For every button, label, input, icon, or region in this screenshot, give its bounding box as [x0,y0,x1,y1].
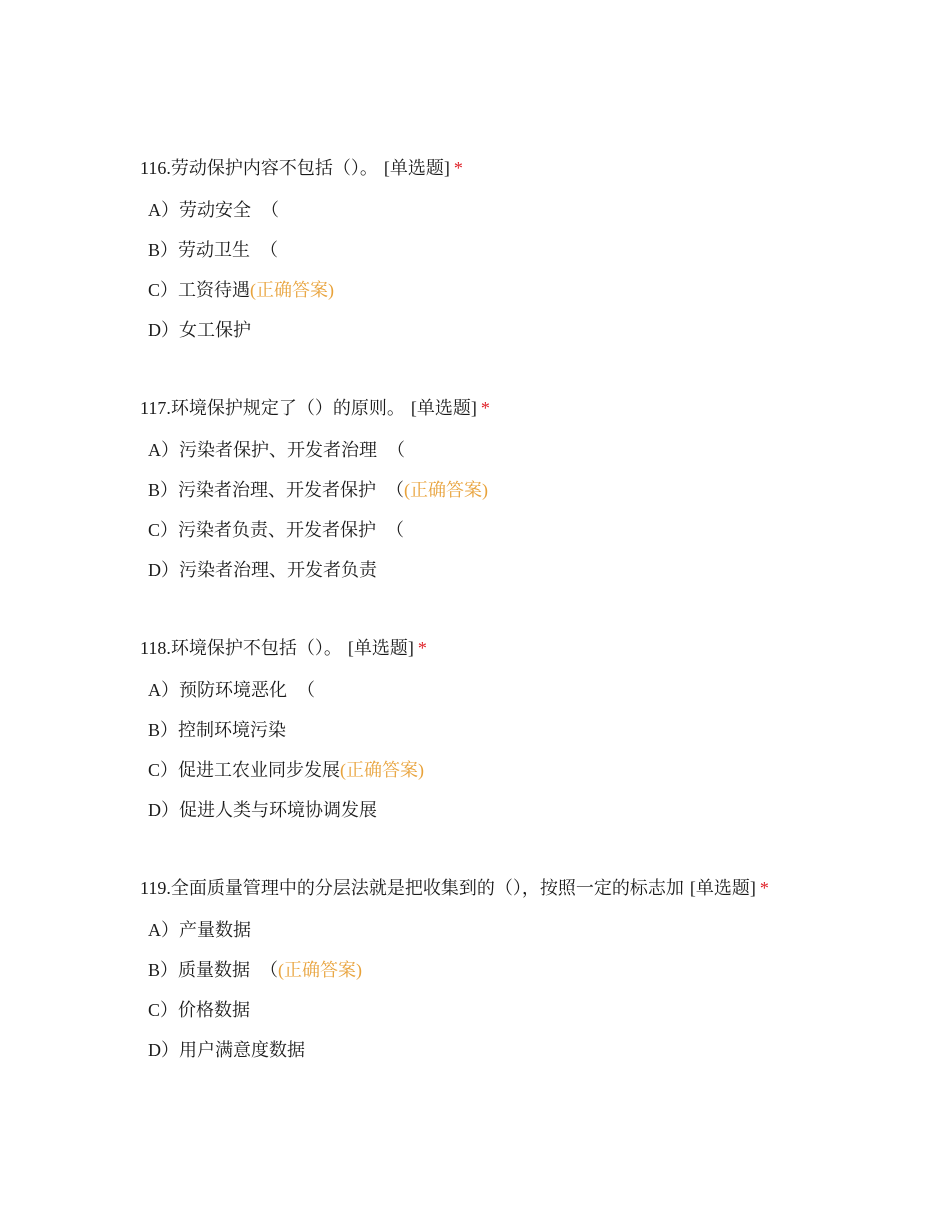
option-d[interactable] [140,1030,920,1070]
required-star: * [759,878,769,898]
option-bracket: （ [386,520,405,540]
option-a[interactable] [140,670,920,710]
option-text: 劳动卫生 [178,240,251,260]
option-letter: A） [148,440,179,460]
correct-answer-marker: (正确答案) [278,960,363,980]
option-text: 促进人类与环境协调发展 [179,800,377,820]
option-bracket: （ [297,680,315,700]
option-text: 控制环境污染 [178,720,287,740]
question-list [140,150,920,1110]
option-c[interactable] [140,270,920,310]
option-text: 用户满意度数据 [179,1040,305,1060]
question-title [140,870,920,906]
option-d[interactable] [140,790,920,830]
question-type-label: [单选题] [689,878,756,898]
option-text: 劳动安全 [179,200,251,220]
question-118 [140,630,920,830]
correct-answer-marker: (正确答案) [340,760,425,780]
question-title [140,150,920,186]
question-text: 116.劳动保护内容不包括（）。 [140,158,378,178]
option-b[interactable] [140,470,920,510]
question-117 [140,390,920,590]
question-119 [140,870,920,1070]
correct-answer-marker: (正确答案) [404,480,489,500]
option-bracket: （ [261,200,279,220]
option-text: 污染者保护、开发者治理 [179,440,377,460]
option-a[interactable] [140,190,920,230]
option-bracket: （ [386,480,405,500]
option-text: 产量数据 [179,920,251,940]
question-type-label: [单选题] [383,158,450,178]
option-letter: B） [148,960,179,980]
option-text: 质量数据 [178,960,251,980]
option-text: 污染者负责、开发者保护 [178,520,377,540]
question-116 [140,150,920,350]
question-type-label: [单选题] [347,638,414,658]
option-c[interactable] [140,990,920,1030]
option-b[interactable] [140,950,920,990]
required-star: * [453,158,463,178]
option-letter: D） [148,1040,179,1060]
question-text: 119.全面质量管理中的分层法就是把收集到的（），按照一定的标志加 [140,878,684,898]
option-letter: C） [148,760,179,780]
option-bracket: （ [260,240,279,260]
required-star: * [417,638,427,658]
option-letter: B） [148,480,179,500]
required-star: * [480,398,490,418]
option-letter: C） [148,520,179,540]
option-text: 污染者治理、开发者保护 [178,480,377,500]
option-bracket: （ [260,960,279,980]
option-letter: B） [148,720,179,740]
question-text: 117.环境保护规定了（）的原则。 [140,398,405,418]
option-text: 促进工农业同步发展 [178,760,341,780]
option-letter: A） [148,680,179,700]
option-text: 工资待遇 [178,280,251,300]
option-d[interactable] [140,550,920,590]
option-b[interactable] [140,230,920,270]
question-title [140,390,920,426]
option-letter: B） [148,240,179,260]
option-text: 价格数据 [178,1000,251,1020]
option-letter: C） [148,280,179,300]
option-text: 污染者治理、开发者负责 [179,560,377,580]
question-text: 118.环境保护不包括（）。 [140,638,342,658]
option-letter: C） [148,1000,179,1020]
option-d[interactable] [140,310,920,350]
question-type-label: [单选题] [410,398,477,418]
option-bracket: （ [387,440,405,460]
option-a[interactable] [140,430,920,470]
question-title [140,630,920,666]
correct-answer-marker: (正确答案) [250,280,335,300]
option-text: 女工保护 [179,320,251,340]
option-a[interactable] [140,910,920,950]
option-letter: D） [148,560,179,580]
option-letter: A） [148,920,179,940]
option-c[interactable] [140,750,920,790]
option-letter: D） [148,800,179,820]
option-text: 预防环境恶化 [179,680,287,700]
option-b[interactable] [140,710,920,750]
option-letter: A） [148,200,179,220]
option-c[interactable] [140,510,920,550]
option-letter: D） [148,320,179,340]
